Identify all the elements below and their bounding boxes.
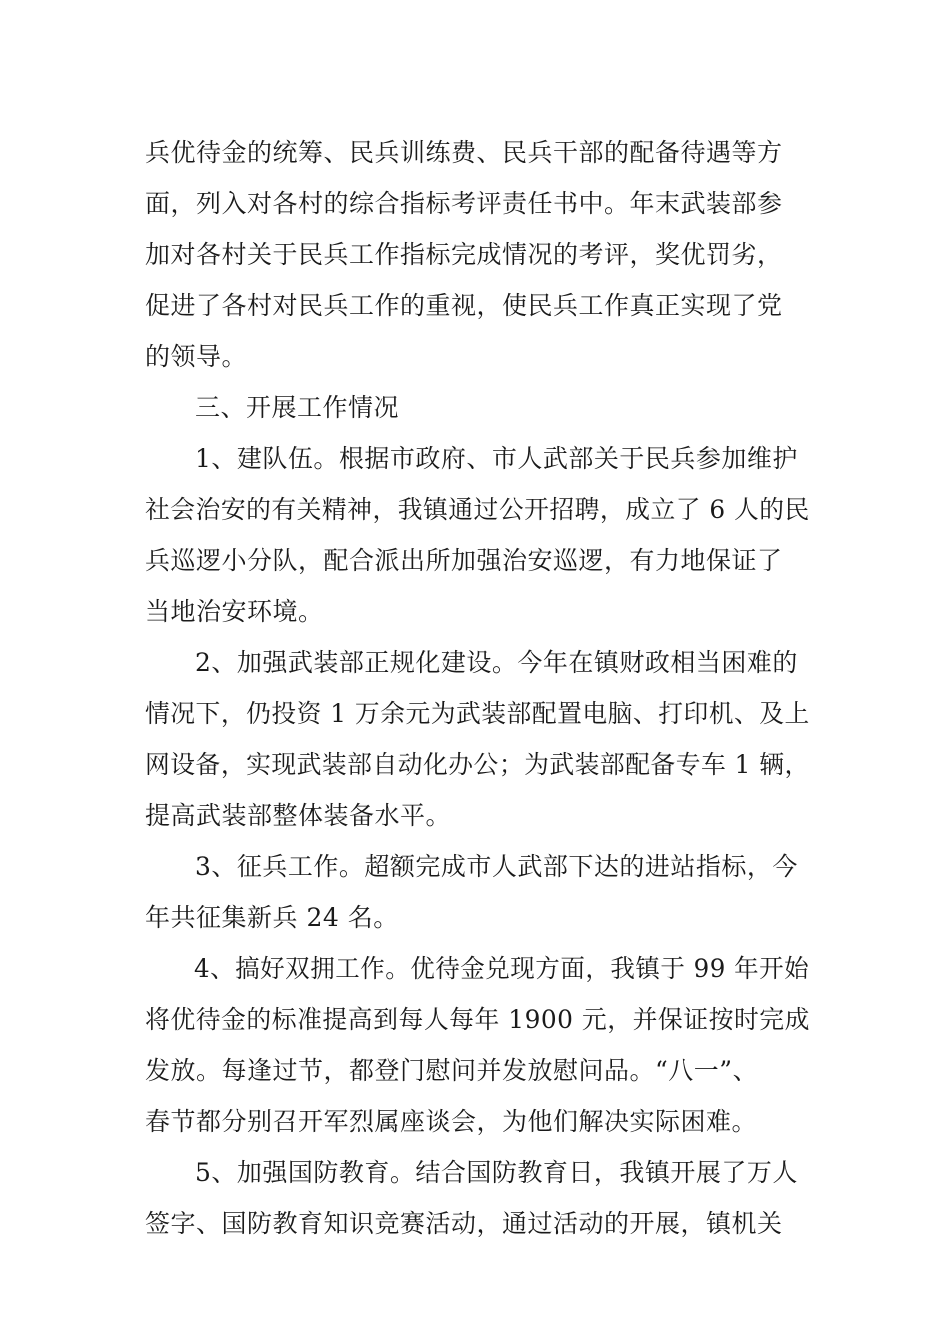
document-body bbox=[145, 127, 810, 1249]
text-line: 3、征兵工作。超额完成市人武部下达的进站指标，今 bbox=[195, 852, 798, 881]
text-line: 社会治安的有关精神，我镇通过公开招聘，成立了 6 人的民 bbox=[145, 495, 810, 524]
text-line: 加对各村关于民兵工作指标完成情况的考评，奖优罚劣， bbox=[145, 240, 783, 269]
text-line: 促进了各村对民兵工作的重视，使民兵工作真正实现了党 bbox=[145, 291, 783, 320]
text-line: 当地治安环境。 bbox=[145, 597, 324, 626]
text-line: 春节都分别召开军烈属座谈会，为他们解决实际困难。 bbox=[145, 1107, 758, 1136]
text-line: 情况下，仍投资 1 万余元为武装部配置电脑、打印机、及上 bbox=[145, 699, 810, 728]
text-line: 年共征集新兵 24 名。 bbox=[145, 903, 399, 932]
text-line: 面，列入对各村的综合指标考评责任书中。年末武装部参 bbox=[145, 189, 783, 218]
text-line: 签字、国防教育知识竞赛活动，通过活动的开展，镇机关 bbox=[145, 1209, 783, 1238]
text-line: 提高武装部整体装备水平。 bbox=[145, 801, 452, 830]
text-line: 1、建队伍。根据市政府、市人武部关于民兵参加维护 bbox=[195, 444, 798, 473]
text-line: 4、搞好双拥工作。优待金兑现方面，我镇于 99 年开始 bbox=[194, 954, 810, 983]
text-line: 兵优待金的统筹、民兵训练费、民兵干部的配备待遇等方 bbox=[145, 138, 783, 167]
text-line: 5、加强国防教育。结合国防教育日，我镇开展了万人 bbox=[195, 1158, 798, 1187]
text-line: 2、加强武装部正规化建设。今年在镇财政相当困难的 bbox=[195, 648, 798, 677]
text-line: 将优待金的标准提高到每人每年 1900 元，并保证按时完成 bbox=[145, 1005, 811, 1034]
text-line: 的领导。 bbox=[145, 342, 248, 371]
text-line: 网设备，实现武装部自动化办公；为武装部配备专车 1 辆， bbox=[145, 750, 810, 779]
text-line: 发放。每逢过节，都登门慰问并发放慰问品。“八一”、 bbox=[145, 1056, 759, 1085]
text-line: 三、开展工作情况 bbox=[195, 393, 400, 422]
text-line: 兵巡逻小分队，配合派出所加强治安巡逻，有力地保证了 bbox=[145, 546, 783, 575]
